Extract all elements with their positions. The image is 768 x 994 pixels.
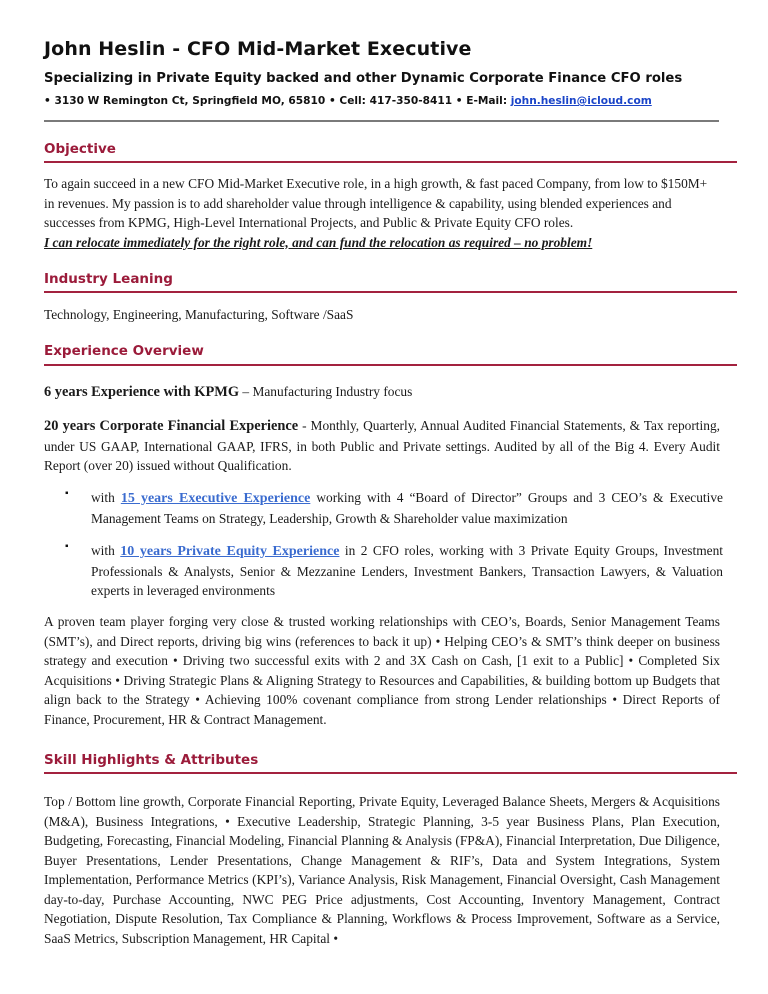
candidate-name: John Heslin - CFO Mid-Market Executive [44,38,472,60]
corporate-detail: - Monthly, Quarterly, Annual Audited Financial Statements, & Tax reporting, under US GAAP, International GAAP, IFRS, in both Public and Private settings. Audited by all of the Big 4. Every Audit Report (over 20) issued without Qualification. [44,418,720,473]
corporate-highlight: 20 years Corporate Financial Experience [44,418,299,434]
section-rule-objective [44,161,737,163]
section-heading-experience: Experience Overview [44,343,204,359]
section-heading-skills: Skill Highlights & Attributes [44,752,259,768]
contact-address-phone: • 3130 W Remington Ct, Springfield MO, 65810 • Cell: 417-350-8411 • E-Mail: [44,95,511,107]
experience-bullet [65,488,723,528]
square-bullet-icon: ▪ [65,488,69,499]
section-rule-experience [44,364,737,366]
candidate-tagline: Specializing in Private Equity backed and other Dynamic Corporate Finance CFO roles [44,71,683,86]
experience-bullet [65,541,723,601]
square-bullet-icon: ▪ [65,541,69,552]
kpmg-highlight: 6 years Experience with KPMG [44,384,240,400]
bullet-rest: working with 4 “Board of Director” Groups and 3 CEO’s & Executive Management Teams on Strategy, Leadership, Growth & Shareholder value maximization [91,490,723,526]
skills-text: Top / Bottom line growth, Corporate Financial Reporting, Private Equity, Leveraged Balance Sheets, Mergers & Acquisitions (M&A), Business Integrations, • Executive Leadership, Strategic Planning, 3-5 year Business Plans, Plan Execution, Budgeting, Forecasting, Financial Modeling, Financial Planning & Analysis (FP&A), Financial Interpretation, Due Diligence, Buyer Presentations, Lender Presentations, Change Management & RIF’s, Data and System Integrations, System Implementation, Performance Metrics (KPI’s), Variance Analysis, Risk Management, Financial Oversight, Cash Management day-to-day, Purchase Accounting, NWC PEG Price adjustments, Cost Accounting, Inventory Management, Contract Negotiation, Dispute Resolution, Tax Compliance & Planning, Workflows & Process Improvement, Software as a Service, SaaS Metrics, Subscription Management, HR Capital • [44,794,720,946]
corporate-experience-paragraph [44,416,720,476]
industry-text: Technology, Engineering, Manufacturing, Software /SaaS [44,307,354,322]
section-rule-skills [44,772,737,774]
objective-text: To again succeed in a new CFO Mid-Market Executive role, in a high growth, & fast paced Company, from low to $150M+ in revenues. My passion is to add shareholder value through intelligence & capability, using blended experiences and successes from KPMG, High-Level International Projects, and Public & Private Equity CFO roles. [44,176,708,230]
bullet-text [91,488,723,528]
header-divider [44,120,719,122]
executive-experience-link[interactable]: 15 years Executive Experience [120,491,311,506]
email-link[interactable]: john.heslin@icloud.com [510,95,652,107]
objective-paragraph [44,174,720,252]
private-equity-experience-link[interactable]: 10 years Private Equity Experience [120,544,340,559]
kpmg-line [44,382,720,403]
kpmg-detail: – Manufacturing Industry focus [239,384,413,399]
contact-line [44,95,652,107]
bullet-text [91,541,723,601]
bullet-rest: in 2 CFO roles, working with 3 Private Equity Groups, Investment Professionals & Analysts, Senior & Mezzanine Lenders, Investment Bankers, Transaction Lawyers, & Valuation experts in leveraged environments [91,543,724,598]
relocation-statement: I can relocate immediately for the right role, and can fund the relocation as required – no problem! [44,234,593,250]
experience-summary: A proven team player forging very close & trusted working relationships with CEO’s, Boards, Senior Management Teams (SMT’s), and Direct reports, driving big wins (references to back it up) • Helping CEO’s & SMT’s think deeper on business strategy and execution • Driving two successful exits with 2 and 3X Cash on Cash, [1 exit to a Public] • Completed Six Acquisitions • Driving Strategic Plans & Aligning Strategy to Resources and Capabilities, & building bottom up Budgets that align back to the Strategy • Achieving 100% covenant compliance from strong Lender relationships • Direct Reports of Finance, Procurement, HR & Contract Management. [44,614,720,727]
section-rule-industry [44,291,737,293]
section-heading-industry: Industry Leaning [44,271,173,287]
bullet-prefix: with [91,490,121,505]
section-heading-objective: Objective [44,141,116,157]
bullet-prefix: with [91,543,121,558]
